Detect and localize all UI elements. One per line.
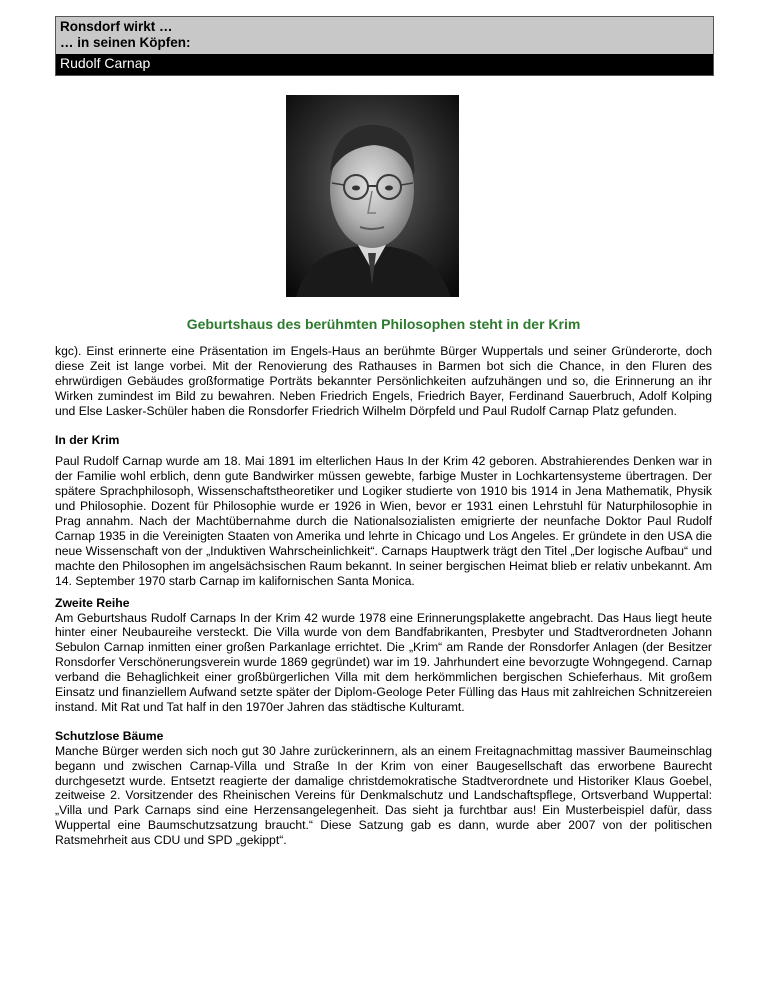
section-paragraph: Manche Bürger werden sich noch gut 30 Jahre zurückerinnern, als an einem Freitagnachmittag massiver Baumeinschlag begann und zwischen Carnap-Villa und Straße In der Krim von einer Baugesellschaft das erworbene Baurecht durchgesetzt wurde. Entsetzt reagierte der damalige christdemokratische Stadtverordnete und Historiker Klaus Goebel, zeitweise 2. Vorsitzender des Rheinischen Vereins für Denkmalschutz und Landschaftspflege, Ortsverband Wuppertal: „Villa und Park Carnaps sind eine Herzensangelegenheit. Das sieht ja furchtbar aus! Ein Musterbeispiel dafür, dass Wuppertal eine Baumschutzsatzung braucht.“ Diese Satzung gab es dann, wurde aber 2007 von der politischen Ratsmehrheit aus CDU und SPD „gekippt“. xyxy=(55,743,712,848)
header-title xyxy=(56,17,713,54)
header-subtitle: Rudolf Carnap xyxy=(56,54,713,75)
header-line-1: Ronsdorf wirkt … xyxy=(60,19,173,34)
section-paragraph: Paul Rudolf Carnap wurde am 18. Mai 1891 im elterlichen Haus In der Krim 42 geboren. Abstrahierendes Denken war in der Familie wohl erblich, denn gute Bandwirker müssen gewebte, farbige Muster in Lochkartensysteme übertragen. Der spätere Sprachphilosoph, Wissenschaftstheoretiker und Logiker studierte von 1910 bis 1914 in Jena Mathematik, Physik und Philosophie. Dozent für Philosophie wurde er 1926 in Wien, bevor er 1931 einen Lehrstuhl für Naturphilosophie in Prag annahm. Nach der Machtübernahme durch die Nationalsozialisten emigrierte der neunfache Doktor Paul Rudolf Carnap 1935 in die Vereinigten Staaten von Amerika und lehrte in Chicago und Los Angeles. Er gründete in den USA die neue Wissenschaft von der „Induktiven Wahrscheinlichkeit“. Carnaps Hauptwerk trägt den Titel „Der logische Aufbau“ und machte den Philosophen im angelsächsischen Raum bekannt. In seiner bergischen Heimat blieb er relativ unbekannt. Am 14. September 1970 starb Carnap im kalifornischen Santa Monica. xyxy=(55,454,712,588)
intro-paragraph: kgc). Einst erinnerte eine Präsentation im Engels-Haus an berühmte Bürger Wuppertals und seiner Gründerorte, doch diese Zeit ist lange vorbei. Mit der Renovierung des Rathauses in Barmen bot sich die Chance, in den Fluren des ehrwürdigen Gebäudes großformatige Porträts bekannter Persönlichkeiten aufzuhängen und so, die Erinnerung an ihr Wirken zumindest im Bild zu bewahren. Neben Friedrich Engels, Friedrich Bayer, Ferdinand Sauerbruch, Adolf Kolping und Else Lasker-Schüler haben die Ronsdorfer Friedrich Wilhelm Dörpfeld und Paul Rudolf Carnap Platz gefunden. xyxy=(55,344,712,418)
article-headline: Geburtshaus des berühmten Philosophen steht in der Krim xyxy=(186,316,581,332)
header-box xyxy=(55,16,714,76)
header-line-2: … in seinen Köpfen: xyxy=(60,35,191,50)
section-heading: Zweite Reihe xyxy=(55,595,130,610)
section-heading: Schutzlose Bäume xyxy=(55,728,164,743)
section-paragraph: Am Geburtshaus Rudolf Carnaps In der Krim 42 wurde 1978 eine Erinnerungsplakette angebracht. Das Haus liegt heute hinter einer Neubaureihe versteckt. Die Villa wurde von dem Bandfabrikanten, Presbyter und Stadtverordneten Johann Sebulon Carnap inmitten einer großen Parkanlage errichtet. Die „Krim“ am Rande der Ronsdorfer Anlagen (der Besitzer Ronsdorfer Verschönerungsverein wurde 1869 gegründet) war im 19. Jahrhundert eine bevorzugte Wohngegend. Carnap verband die Behaglichkeit einer großbürgerlichen Villa mit dem herkömmlichen bergischen Schieferhaus. Mit großem Einsatz und finanziellem Aufwand setzte später der Diplom-Geologe Peter Fülling das Haus mit zahlreichen Schnitzereien instand. Mit Rat und Tat half in den 1970er Jahren das städtische Kulturamt. xyxy=(55,610,712,714)
portrait-photo xyxy=(286,95,459,297)
section-heading: In der Krim xyxy=(55,432,120,447)
article-body xyxy=(55,344,712,848)
